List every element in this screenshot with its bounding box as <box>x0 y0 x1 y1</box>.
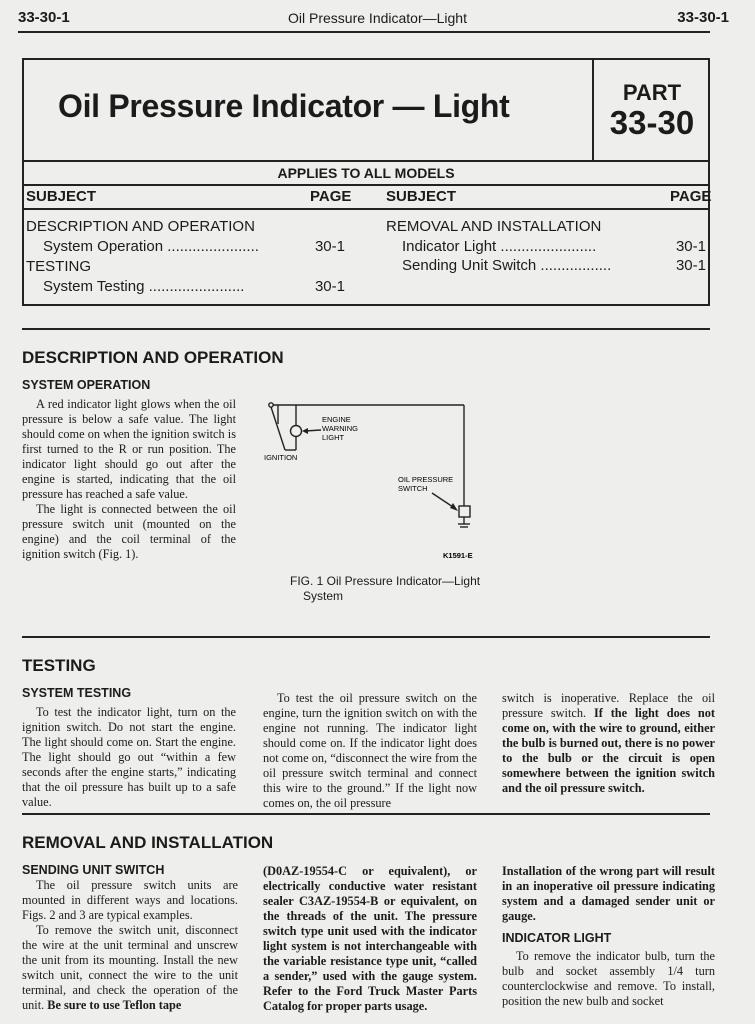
subheading-system-testing: SYSTEM TESTING <box>22 686 132 700</box>
paragraph: switch is inoperative. Replace the oil pressure switch. If the light does not come on, with the wire to ground, either the bulb is burned out, there is no power to the bulb or the circuit is open somewhere between the ignition switch and the oil pressure switch. <box>502 691 715 795</box>
paragraph: The oil pressure switch units are mounted in different ways and locations. Figs. 2 and 3 are typical examples. <box>22 878 238 922</box>
paragraph: To remove the indicator bulb, turn the bulb and socket assembly 1/4 turn counterclockwise and remove. To install, position the new bulb and socket <box>502 949 715 1008</box>
oil-pressure-switch <box>459 506 470 517</box>
toc-entry[interactable]: DESCRIPTION AND OPERATION <box>26 218 255 235</box>
page-number-left: 33-30-1 <box>18 9 70 26</box>
title-row-divider <box>22 160 710 162</box>
label-oil-pressure: OIL PRESSURE <box>398 475 454 484</box>
description-text <box>22 397 236 562</box>
toc-rule-bottom <box>22 208 710 210</box>
caption-line: System <box>303 589 344 603</box>
toc-subject-header-right: SUBJECT <box>386 188 457 205</box>
toc-entry[interactable]: Sending Unit Switch ................. 30-1 <box>402 257 706 274</box>
toc-entry[interactable]: Indicator Light ....................... 30-1 <box>402 238 706 255</box>
wiring-diagram <box>258 398 488 568</box>
indicator-light-text <box>502 949 715 1009</box>
subheading-system-operation: SYSTEM OPERATION <box>22 378 151 392</box>
section-rule <box>22 813 710 815</box>
page-title: Oil Pressure Indicator — Light <box>58 88 510 124</box>
paragraph: To remove the switch unit, disconnect the wire at the unit terminal and unscrew the unit from its mounting. Install the new switch unit, connect the wire to the unit terminal, and check the operation of the unit. Be sure to use Teflon tape <box>22 923 238 1012</box>
toc-entry[interactable]: System Testing ....................... 30-1 <box>43 278 345 295</box>
testing-column-2 <box>263 691 477 811</box>
label-engine: ENGINE <box>322 415 351 424</box>
label-warning: WARNING <box>322 424 358 433</box>
applies-to-label: APPLIES TO ALL MODELS <box>277 165 455 181</box>
subheading-sending-unit-switch: SENDING UNIT SWITCH <box>22 863 165 877</box>
section-heading-removal: REMOVAL AND INSTALLATION <box>22 833 274 852</box>
figure-code: K1591-E <box>443 551 473 560</box>
header-rule <box>18 31 710 33</box>
toc-rule-top <box>22 184 710 186</box>
paragraph: (D0AZ-19554-C or equivalent), or electrically conductive water resistant sealer C3AZ-19554-B or equivalent, on the threads of the unit. The pressure switch type unit used with the indicator light system is not interchangeable with the variable resistance type unit, “called a sender,” used with the gauge system. Refer to the Ford Truck Master Parts Catalog for proper parts usage. <box>263 864 477 1013</box>
part-number: 33-30 <box>609 104 695 141</box>
part-label: PART <box>622 80 682 105</box>
removal-column-1 <box>22 878 238 1013</box>
paragraph: To test the indicator light, turn on the ignition switch. Do not start the engine. The light should come on. Start the engine. The light should go out “within a few seconds after the engine starts,” indicating that the oil pressure has built up to a safe value. <box>22 705 236 809</box>
ignition-terminal <box>269 403 273 407</box>
paragraph: A red indicator light glows when the oil pressure is below a safe value. The light should come on when the ignition switch is first turned to the R or run position. The indicator light should go out after the engine is started, indicating that the oil pressure has reached a safe value. <box>22 397 236 501</box>
running-header: Oil Pressure Indicator—Light <box>288 10 467 26</box>
paragraph: To test the oil pressure switch on the engine, turn the ignition switch on with the engine not running. The indicator light should come on. If the indicator light does not come on, “disconnect the wire from the oil pressure switch terminal and connect this wire to the ground.” If the light now comes on, the oil pressure <box>263 691 477 810</box>
label-light: LIGHT <box>322 433 345 442</box>
section-heading-testing: TESTING <box>22 656 96 675</box>
paragraph: The light is connected between the oil pressure switch unit (mounted on the engine) and the coil terminal of the ignition switch (Fig. 1). <box>22 502 236 561</box>
toc-entry[interactable]: TESTING <box>26 258 92 275</box>
label-switch: SWITCH <box>398 484 428 493</box>
subheading-indicator-light: INDICATOR LIGHT <box>502 931 612 945</box>
toc-subject-header-left: SUBJECT <box>26 188 97 205</box>
warning-lamp <box>291 426 302 437</box>
testing-column-1 <box>22 705 236 810</box>
caption-line: FIG. 1 Oil Pressure Indicator—Light <box>290 574 481 588</box>
toc-entry[interactable]: System Operation ...................... 30-1 <box>43 238 345 255</box>
removal-column-3 <box>502 864 715 924</box>
section-rule <box>22 328 710 330</box>
testing-column-3 <box>502 691 715 796</box>
toc-page-header-left: PAGE <box>310 188 352 205</box>
toc-entry[interactable]: REMOVAL AND INSTALLATION <box>386 218 602 235</box>
toc-page-header-right: PAGE <box>670 188 712 205</box>
section-rule <box>22 636 710 638</box>
page-number-right: 33-30-1 <box>677 9 729 26</box>
paragraph: Installation of the wrong part will result in an inoperative oil pressure indicating system and a damaged sender unit or gauge. <box>502 864 715 923</box>
section-heading-description: DESCRIPTION AND OPERATION <box>22 348 284 367</box>
label-ignition: IGNITION <box>264 453 298 462</box>
removal-column-2 <box>263 864 477 1014</box>
figure-caption <box>290 574 480 604</box>
